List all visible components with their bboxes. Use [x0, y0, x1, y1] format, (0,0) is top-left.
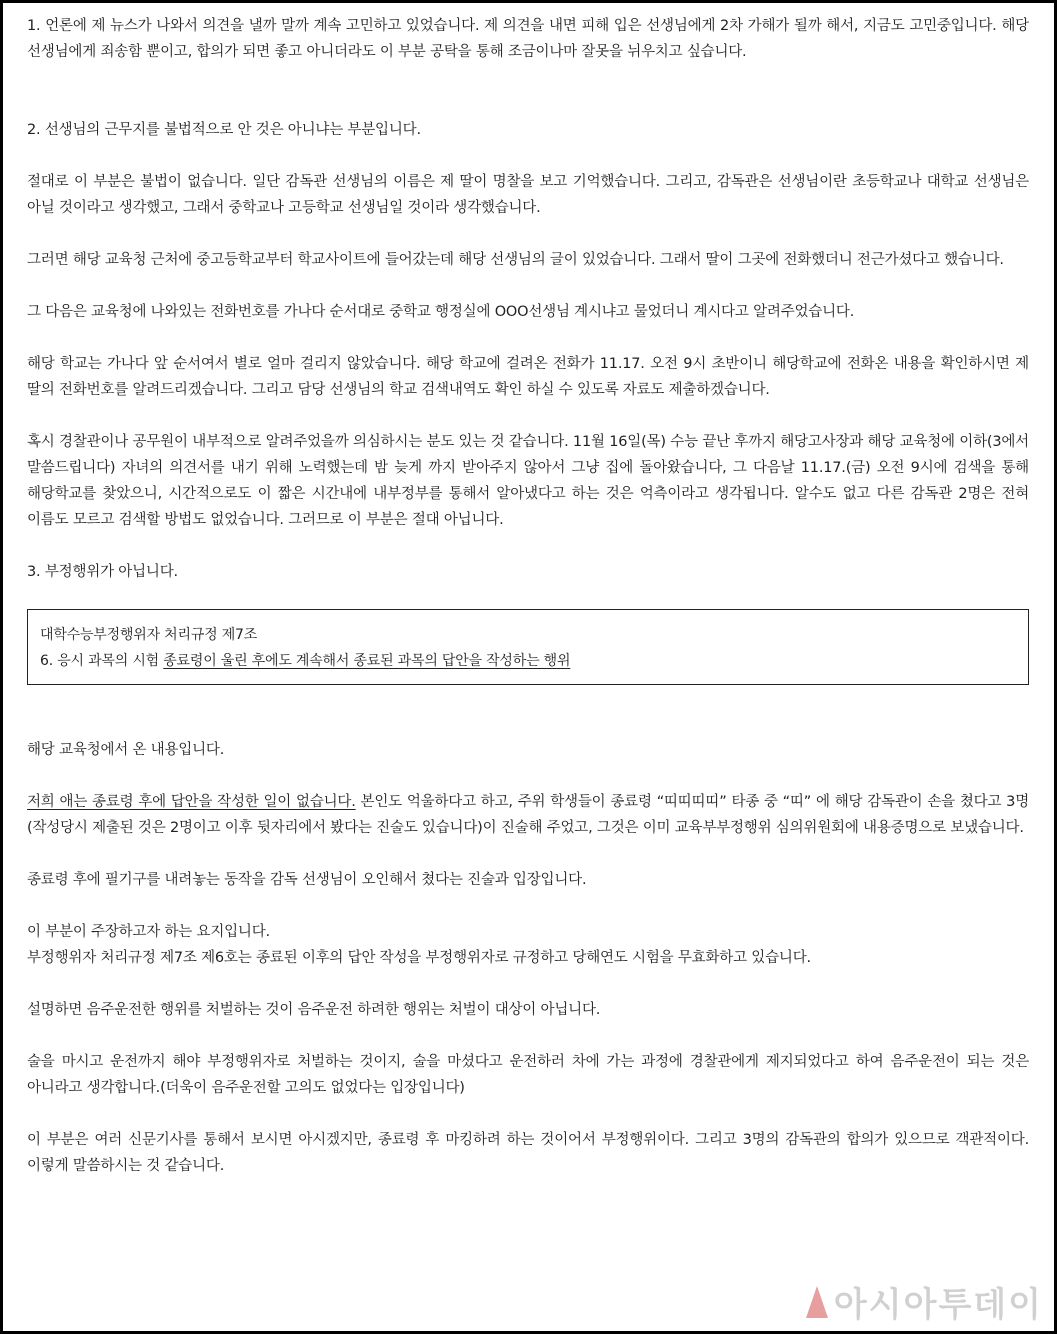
- regulation-item-prefix: 6. 응시 과목의 시험: [40, 653, 164, 669]
- watermark-text: 아시아투데이: [833, 1285, 1043, 1325]
- document-body: [27, 13, 1029, 1205]
- paragraph-12a: 이 부분이 주장하고자 하는 요지입니다.: [27, 924, 270, 940]
- paragraph-9: 해당 교육청에서 온 내용입니다.: [27, 742, 225, 758]
- regulation-quote-box: [27, 609, 1029, 685]
- paragraph-6: 해당 학교는 가나다 앞 순서여서 별로 얼마 걸리지 않았습니다. 해당 학교에 걸려온 전화가 11.17. 오전 9시 초반이니 해당학교에 전화온 내용을 확인하시면 제 딸의 전화번호를 알려드리겠습니다. 그리고 담당 선생님의 학교 검색내역도 확인 하실 수 있도록 자료도 제출하겠습니다.: [27, 356, 1029, 398]
- paragraph-7: 혹시 경찰관이나 공무원이 내부적으로 알려주었을까 의심하시는 분도 있는 것 같습니다. 11월 16일(목) 수능 끝난 후까지 해당고사장과 해당 교육청에 이하(3에서 말씀드립니다) 자녀의 의견서를 내기 위해 노력했는데 밤 늦게 까지 받아주지 않아서 그냥 집에 돌아왔습니다, 그 다음날 11.17.(금) 오전 9시에 검색을 통해 해당학교를 찾았으니, 시간적으로도 이 짧은 시간내에 내부정부를 통해서 알아냈다고 하는 것은 억측이라고 생각됩니다. 알수도 없고 다른 감독관 2명은 전혀 이름도 모르고 검색할 방법도 없었습니다. 그러므로 이 부분은 절대 아닙니다.: [27, 434, 1029, 528]
- paragraph-5: 그 다음은 교육청에 나와있는 전화번호를 가나다 순서대로 중학교 행정실에 OOO선생님 계시냐고 물었더니 계시다고 알려주었습니다.: [27, 304, 855, 320]
- paragraph-4: 그러면 해당 교육청 근처에 중고등학교부터 학교사이트에 들어갔는데 해당 선생님의 글이 있었습니다. 그래서 딸이 그곳에 전화했더니 전근가셨다고 했습니다.: [27, 252, 1004, 268]
- paragraph-3: 절대로 이 부분은 불법이 없습니다. 일단 감독관 선생님의 이름은 제 딸이 명찰을 보고 기억했습니다. 그리고, 감독관은 선생님이란 초등학교나 대학교 선생님은 아닐 것이라고 생각했고, 그래서 중학교나 고등학교 선생님일 것이라 생각했습니다.: [27, 174, 1029, 216]
- regulation-item-underlined: 종료령이 울린 후에도 계속해서 종료된 과목의 답안을 작성하는 행위: [163, 653, 571, 669]
- regulation-item: [40, 648, 1016, 674]
- paragraph-1: 1. 언론에 제 뉴스가 나와서 의견을 낼까 말까 계속 고민하고 있었습니다. 제 의견을 내면 피해 입은 선생님에게 2차 가해가 될까 해서, 지금도 고민중입니다. 해당 선생님에게 죄송함 뿐이고, 합의가 되면 좋고 아니더라도 이 부분 공탁을 통해 조금이나마 잘못을 뉘우치고 싶습니다.: [27, 18, 1029, 60]
- watermark-logo: [802, 1277, 1043, 1326]
- paragraph-10: [27, 789, 1029, 841]
- paragraph-10-underlined: 저희 애는 종료령 후에 답안을 작성한 일이 없습니다.: [27, 794, 356, 810]
- paragraph-14: 술을 마시고 운전까지 해야 부정행위자로 처벌하는 것이지, 술을 마셨다고 운전하러 차에 가는 과정에 경찰관에게 제지되었다고 하여 음주운전이 되는 것은 아니라고 생각합니다.(더욱이 음주운전할 고의도 없었다는 입장입니다): [27, 1054, 1029, 1096]
- paragraph-11: 종료령 후에 필기구를 내려놓는 동작을 감독 선생님이 오인해서 쳤다는 진술과 입장입니다.: [27, 872, 587, 888]
- section-3-heading: 3. 부정행위가 아닙니다.: [27, 564, 178, 580]
- regulation-title: 대학수능부정행위자 처리규정 제7조: [40, 627, 258, 643]
- paragraph-13: 설명하면 음주운전한 행위를 처벌하는 것이 음주운전 하려한 행위는 처벌이 대상이 아닙니다.: [27, 1002, 601, 1018]
- spacer: [27, 91, 1029, 117]
- watermark-mark-icon: [802, 1284, 832, 1320]
- paragraph-15: 이 부분은 여러 신문기사를 통해서 보시면 아시겠지만, 종료령 후 마킹하려 하는 것이어서 부정행위이다. 그리고 3명의 감독관의 합의가 있으므로 객관적이다. 이렇게 말씀하시는 것 같습니다.: [27, 1132, 1029, 1174]
- paragraph-10-rest: 본인도 억울하다고 하고, 주위 학생들이 종료령 “띠띠띠띠” 타종 중 “띠” 에 해당 감독관이 손을 쳤다고 3명(작성당시 제출된 것은 2명이고 이후 뒷자리에서 봤다는 진술도 있습니다)이 진술해 주었고, 그것은 이미 교육부부정행위 심의위원회에 내용증명으로 보냈습니다.: [27, 794, 1029, 836]
- section-2-heading: 2. 선생님의 근무지를 불법적으로 안 것은 아니냐는 부분입니다.: [27, 122, 421, 138]
- paragraph-12b: 부정행위자 처리규정 제7조 제6호는 종료된 이후의 답안 작성을 부정행위자로 규정하고 당해연도 시험을 무효화하고 있습니다.: [27, 950, 811, 966]
